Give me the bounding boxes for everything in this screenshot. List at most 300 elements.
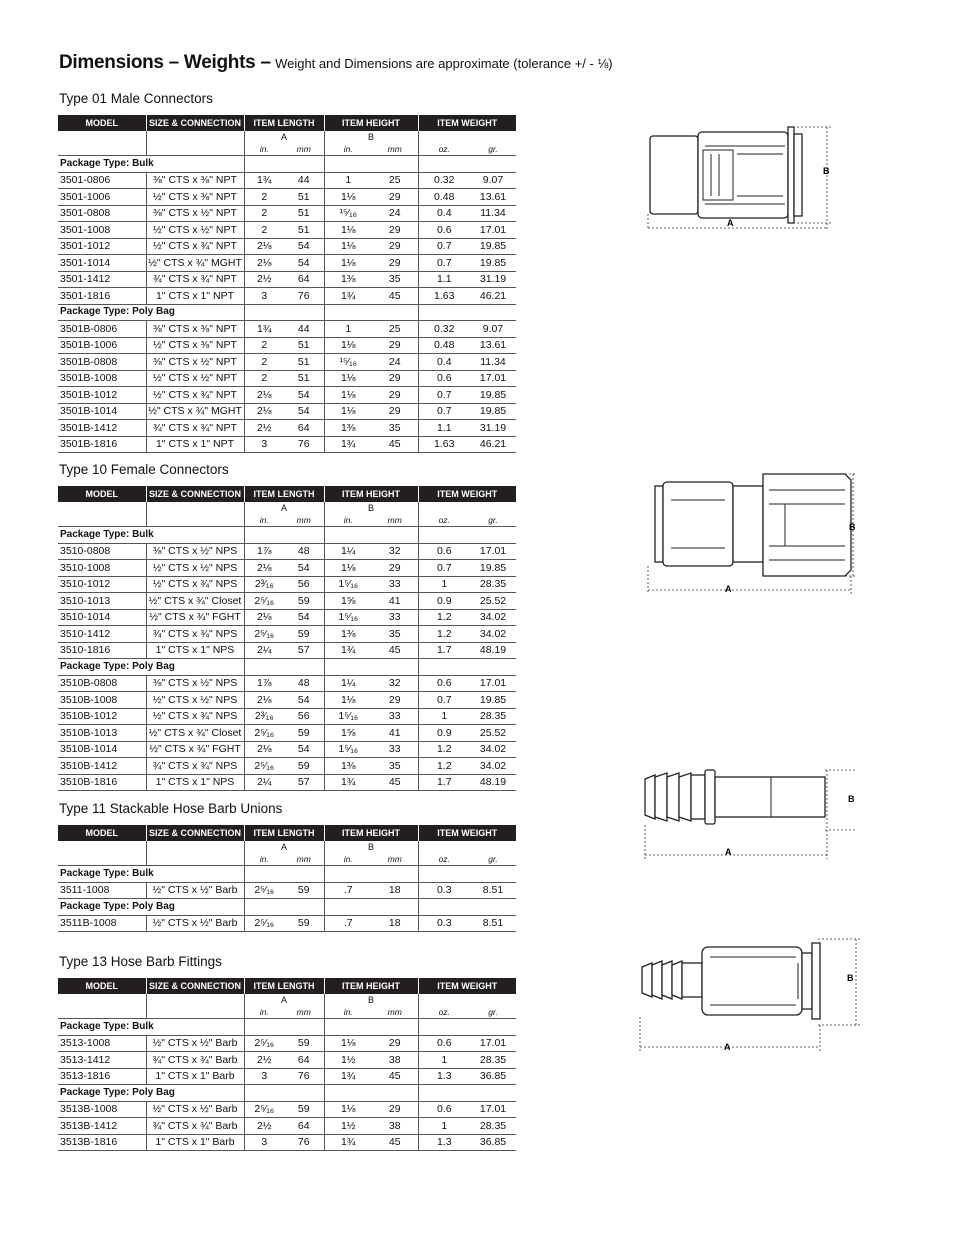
table-row <box>58 337 516 354</box>
unit-in: in. <box>324 853 372 866</box>
length-in-cell: 2½ <box>244 1118 284 1135</box>
length-in-cell: 2 <box>244 370 284 387</box>
blank <box>418 994 516 1006</box>
length-dim-label: A <box>244 994 324 1006</box>
package-type-label: Package Type: Bulk <box>58 866 244 883</box>
length-in-cell: 2⁵⁄₁₆ <box>244 758 284 775</box>
length-mm-cell: 51 <box>284 354 324 371</box>
length-mm-cell: 51 <box>284 222 324 239</box>
size-cell: ½" CTS x ½" NPT <box>146 222 244 239</box>
length-mm-cell: 59 <box>284 758 324 775</box>
dim-b-label: B <box>847 973 854 983</box>
unit-in: in. <box>244 514 284 527</box>
length-in-cell: 1⅞ <box>244 675 284 692</box>
height-mm-cell: 45 <box>372 1134 418 1151</box>
weight-gr-cell: 31.19 <box>470 420 516 437</box>
table-row <box>58 560 516 577</box>
blank <box>324 866 418 883</box>
weight-oz-cell: 0.6 <box>418 1101 470 1118</box>
length-in-cell: 2 <box>244 189 284 206</box>
dim-a-label: A <box>725 847 732 857</box>
height-mm-cell: 38 <box>372 1118 418 1135</box>
model-cell: 3510B-1008 <box>58 692 146 709</box>
height-mm-cell: 33 <box>372 609 418 626</box>
height-mm-cell: 29 <box>372 1101 418 1118</box>
section-title: Type 10 Female Connectors <box>59 462 229 477</box>
unit-in: in. <box>244 853 284 866</box>
weight-oz-cell: 0.7 <box>418 387 470 404</box>
height-in-cell: 1⅝ <box>324 725 372 742</box>
table-row <box>58 741 516 758</box>
unit-mm: mm <box>284 1006 324 1019</box>
weight-oz-cell: 1.1 <box>418 271 470 288</box>
length-mm-cell: 57 <box>284 774 324 791</box>
height-in-cell: 1⅛ <box>324 238 372 255</box>
col-length: ITEM LENGTH <box>244 486 324 502</box>
blank <box>418 304 516 321</box>
height-in-cell: 1⅛ <box>324 560 372 577</box>
col-length: ITEM LENGTH <box>244 115 324 131</box>
height-mm-cell: 25 <box>372 321 418 338</box>
length-in-cell: 2⁵⁄₁₆ <box>244 725 284 742</box>
model-cell: 3513B-1412 <box>58 1118 146 1135</box>
height-in-cell: 1⅛ <box>324 370 372 387</box>
blank <box>146 994 244 1006</box>
title-main: Dimensions – Weights – <box>59 52 271 73</box>
col-height: ITEM HEIGHT <box>324 115 418 131</box>
height-in-cell: 1⅜ <box>324 420 372 437</box>
table-row <box>58 626 516 643</box>
size-cell: ½" CTS x ¾" MGHT <box>146 403 244 420</box>
weight-oz-cell: 0.7 <box>418 238 470 255</box>
height-dim-label: B <box>324 994 418 1006</box>
blank <box>58 853 146 866</box>
table-row <box>58 403 516 420</box>
height-mm-cell: 35 <box>372 626 418 643</box>
length-mm-cell: 56 <box>284 576 324 593</box>
height-mm-cell: 32 <box>372 675 418 692</box>
height-mm-cell: 33 <box>372 708 418 725</box>
height-mm-cell: 45 <box>372 1068 418 1085</box>
weight-gr-cell: 13.61 <box>470 337 516 354</box>
weight-oz-cell: 0.7 <box>418 403 470 420</box>
unit-in: in. <box>244 143 284 156</box>
unit-in: in. <box>324 143 372 156</box>
length-mm-cell: 48 <box>284 675 324 692</box>
height-mm-cell: 18 <box>372 882 418 899</box>
table-row <box>58 708 516 725</box>
length-mm-cell: 64 <box>284 1052 324 1069</box>
length-mm-cell: 51 <box>284 337 324 354</box>
weight-oz-cell: 1.63 <box>418 288 470 305</box>
weight-gr-cell: 19.85 <box>470 238 516 255</box>
col-model: MODEL <box>58 825 146 841</box>
table-row <box>58 915 516 932</box>
height-in-cell: 1½ <box>324 1118 372 1135</box>
length-dim-label: A <box>244 131 324 143</box>
length-dim-label: A <box>244 502 324 514</box>
units-row <box>58 143 516 156</box>
blank <box>146 131 244 143</box>
size-cell: ¾" CTS x ¾" NPT <box>146 420 244 437</box>
blank <box>146 841 244 853</box>
dim-b-label: B <box>823 166 830 176</box>
size-cell: ⅜" CTS x ½" NPS <box>146 543 244 560</box>
length-mm-cell: 54 <box>284 609 324 626</box>
length-mm-cell: 51 <box>284 205 324 222</box>
weight-gr-cell: 9.07 <box>470 321 516 338</box>
weight-oz-cell: 1 <box>418 708 470 725</box>
length-mm-cell: 64 <box>284 1118 324 1135</box>
weight-gr-cell: 34.02 <box>470 626 516 643</box>
model-cell: 3501B-1006 <box>58 337 146 354</box>
table-row <box>58 1052 516 1069</box>
weight-gr-cell: 19.85 <box>470 692 516 709</box>
size-cell: ½" CTS x ⅜" NPT <box>146 337 244 354</box>
model-cell: 3511B-1008 <box>58 915 146 932</box>
unit-mm: mm <box>284 853 324 866</box>
height-in-cell: 1⅜ <box>324 758 372 775</box>
size-cell: ¾" CTS x ¾" NPT <box>146 271 244 288</box>
package-type-label: Package Type: Bulk <box>58 156 244 173</box>
length-in-cell: 2⅛ <box>244 238 284 255</box>
model-cell: 3501-0806 <box>58 172 146 189</box>
model-cell: 3510B-1012 <box>58 708 146 725</box>
col-model: MODEL <box>58 978 146 994</box>
col-size: SIZE & CONNECTION <box>146 825 244 841</box>
model-cell: 3510B-1013 <box>58 725 146 742</box>
length-in-cell: 2½ <box>244 1052 284 1069</box>
blank <box>244 1085 324 1102</box>
weight-oz-cell: 1 <box>418 576 470 593</box>
height-mm-cell: 29 <box>372 222 418 239</box>
size-cell: ½" CTS x ½" Barb <box>146 882 244 899</box>
weight-oz-cell: 0.32 <box>418 172 470 189</box>
size-cell: ⅜" CTS x ⅜" NPT <box>146 172 244 189</box>
weight-oz-cell: 0.3 <box>418 915 470 932</box>
col-height: ITEM HEIGHT <box>324 978 418 994</box>
height-dim-label: B <box>324 502 418 514</box>
table-row <box>58 543 516 560</box>
model-cell: 3501B-1012 <box>58 387 146 404</box>
unit-mm: mm <box>372 514 418 527</box>
package-type-label: Package Type: Bulk <box>58 527 244 544</box>
height-mm-cell: 29 <box>372 370 418 387</box>
weight-oz-cell: 0.4 <box>418 205 470 222</box>
model-cell: 3501B-1008 <box>58 370 146 387</box>
unit-oz: oz. <box>418 853 470 866</box>
model-cell: 3501B-1412 <box>58 420 146 437</box>
model-cell: 3501-1412 <box>58 271 146 288</box>
blank <box>324 659 418 676</box>
table-row <box>58 576 516 593</box>
dim-b-label: B <box>849 522 856 532</box>
weight-gr-cell: 28.35 <box>470 576 516 593</box>
dim-b-label: B <box>848 794 855 804</box>
length-in-cell: 2³⁄₁₆ <box>244 708 284 725</box>
model-cell: 3501-1012 <box>58 238 146 255</box>
length-mm-cell: 59 <box>284 593 324 610</box>
height-in-cell: 1 <box>324 172 372 189</box>
header-row <box>58 825 516 841</box>
package-type-row <box>58 899 516 916</box>
size-cell: ⅜" CTS x ½" NPT <box>146 354 244 371</box>
model-cell: 3510B-1816 <box>58 774 146 791</box>
table-row <box>58 774 516 791</box>
blank <box>324 1085 418 1102</box>
length-mm-cell: 59 <box>284 1101 324 1118</box>
table-row <box>58 172 516 189</box>
height-in-cell: 1⅛ <box>324 337 372 354</box>
model-cell: 3510-1816 <box>58 642 146 659</box>
length-mm-cell: 54 <box>284 238 324 255</box>
size-cell: 1" CTS x 1" NPT <box>146 436 244 453</box>
unit-gr: gr. <box>470 853 516 866</box>
male-connector-drawing <box>645 124 845 229</box>
blank <box>418 866 516 883</box>
weight-oz-cell: 1.2 <box>418 741 470 758</box>
weight-oz-cell: 1.3 <box>418 1068 470 1085</box>
model-cell: 3513B-1008 <box>58 1101 146 1118</box>
weight-gr-cell: 17.01 <box>470 1101 516 1118</box>
length-in-cell: 2⁵⁄₁₆ <box>244 626 284 643</box>
height-mm-cell: 45 <box>372 642 418 659</box>
unit-oz: oz. <box>418 514 470 527</box>
subheader-row <box>58 994 516 1006</box>
length-in-cell: 2⁵⁄₁₆ <box>244 1101 284 1118</box>
weight-gr-cell: 17.01 <box>470 675 516 692</box>
weight-oz-cell: 1.2 <box>418 758 470 775</box>
table-row <box>58 758 516 775</box>
height-mm-cell: 24 <box>372 205 418 222</box>
col-length: ITEM LENGTH <box>244 978 324 994</box>
height-in-cell: 1⁵⁄₁₆ <box>324 708 372 725</box>
weight-gr-cell: 13.61 <box>470 189 516 206</box>
height-mm-cell: 33 <box>372 576 418 593</box>
weight-gr-cell: 17.01 <box>470 543 516 560</box>
height-in-cell: 1¾ <box>324 642 372 659</box>
table-row <box>58 288 516 305</box>
weight-oz-cell: 0.9 <box>418 593 470 610</box>
col-weight: ITEM WEIGHT <box>418 825 516 841</box>
weight-oz-cell: 0.7 <box>418 560 470 577</box>
dim-a-label: A <box>725 584 732 594</box>
weight-gr-cell: 31.19 <box>470 271 516 288</box>
model-cell: 3501-1006 <box>58 189 146 206</box>
model-cell: 3501-1008 <box>58 222 146 239</box>
length-mm-cell: 76 <box>284 288 324 305</box>
table-row <box>58 420 516 437</box>
blank <box>418 156 516 173</box>
size-cell: ¾" CTS x ¾" Barb <box>146 1118 244 1135</box>
length-in-cell: 2⅛ <box>244 692 284 709</box>
weight-gr-cell: 46.21 <box>470 436 516 453</box>
blank <box>324 304 418 321</box>
table-row <box>58 370 516 387</box>
col-size: SIZE & CONNECTION <box>146 486 244 502</box>
size-cell: ½" CTS x ¾" Closet <box>146 593 244 610</box>
height-mm-cell: 18 <box>372 915 418 932</box>
model-cell: 3510-1013 <box>58 593 146 610</box>
model-cell: 3510B-1014 <box>58 741 146 758</box>
table-row <box>58 321 516 338</box>
height-mm-cell: 33 <box>372 741 418 758</box>
height-in-cell: 1⅛ <box>324 692 372 709</box>
weight-gr-cell: 8.51 <box>470 915 516 932</box>
length-mm-cell: 54 <box>284 692 324 709</box>
weight-gr-cell: 28.35 <box>470 708 516 725</box>
height-mm-cell: 29 <box>372 255 418 272</box>
length-in-cell: 2⅛ <box>244 741 284 758</box>
table-row <box>58 1101 516 1118</box>
title-subtitle: Weight and Dimensions are approximate (tolerance +/ - ⅛) <box>275 56 613 71</box>
package-type-row <box>58 866 516 883</box>
length-in-cell: 2⅛ <box>244 403 284 420</box>
length-mm-cell: 54 <box>284 387 324 404</box>
size-cell: ½" CTS x ¾" MGHT <box>146 255 244 272</box>
height-mm-cell: 25 <box>372 172 418 189</box>
weight-gr-cell: 48.19 <box>470 774 516 791</box>
model-cell: 3501B-1816 <box>58 436 146 453</box>
units-row <box>58 514 516 527</box>
col-model: MODEL <box>58 115 146 131</box>
height-mm-cell: 24 <box>372 354 418 371</box>
size-cell: ½" CTS x ¾" NPS <box>146 576 244 593</box>
table-row <box>58 205 516 222</box>
height-mm-cell: 29 <box>372 238 418 255</box>
height-in-cell: ¹⁵⁄₁₆ <box>324 354 372 371</box>
table-row <box>58 189 516 206</box>
height-in-cell: 1¾ <box>324 1134 372 1151</box>
model-cell: 3511-1008 <box>58 882 146 899</box>
model-cell: 3501-1014 <box>58 255 146 272</box>
height-in-cell: 1⅛ <box>324 403 372 420</box>
col-size: SIZE & CONNECTION <box>146 115 244 131</box>
weight-oz-cell: 0.3 <box>418 882 470 899</box>
length-mm-cell: 76 <box>284 436 324 453</box>
units-row <box>58 853 516 866</box>
length-in-cell: 2⅛ <box>244 255 284 272</box>
blank <box>58 143 146 156</box>
length-in-cell: 3 <box>244 288 284 305</box>
weight-gr-cell: 19.85 <box>470 403 516 420</box>
height-in-cell: 1¾ <box>324 288 372 305</box>
model-cell: 3513-1412 <box>58 1052 146 1069</box>
height-mm-cell: 29 <box>372 403 418 420</box>
table-row <box>58 222 516 239</box>
length-mm-cell: 64 <box>284 420 324 437</box>
col-weight: ITEM WEIGHT <box>418 486 516 502</box>
height-in-cell: 1¾ <box>324 436 372 453</box>
height-in-cell: .7 <box>324 882 372 899</box>
blank <box>146 1006 244 1019</box>
model-cell: 3501-0808 <box>58 205 146 222</box>
height-mm-cell: 29 <box>372 692 418 709</box>
height-mm-cell: 35 <box>372 271 418 288</box>
table-row <box>58 1134 516 1151</box>
table-row <box>58 675 516 692</box>
subheader-row <box>58 841 516 853</box>
weight-gr-cell: 11.34 <box>470 354 516 371</box>
table-row <box>58 238 516 255</box>
size-cell: ½" CTS x ¾" FGHT <box>146 741 244 758</box>
spec-table <box>58 978 516 1151</box>
blank <box>244 659 324 676</box>
size-cell: ½" CTS x ½" Barb <box>146 1101 244 1118</box>
blank <box>146 502 244 514</box>
height-mm-cell: 45 <box>372 774 418 791</box>
table-row <box>58 725 516 742</box>
height-mm-cell: 35 <box>372 420 418 437</box>
length-mm-cell: 48 <box>284 543 324 560</box>
package-type-label: Package Type: Poly Bag <box>58 659 244 676</box>
weight-gr-cell: 25.52 <box>470 593 516 610</box>
weight-oz-cell: 0.6 <box>418 675 470 692</box>
model-cell: 3513-1816 <box>58 1068 146 1085</box>
weight-gr-cell: 34.02 <box>470 758 516 775</box>
section-title: Type 01 Male Connectors <box>59 91 213 106</box>
table-row <box>58 255 516 272</box>
col-height: ITEM HEIGHT <box>324 486 418 502</box>
weight-gr-cell: 19.85 <box>470 387 516 404</box>
blank <box>58 1006 146 1019</box>
weight-gr-cell: 17.01 <box>470 370 516 387</box>
size-cell: ¾" CTS x ¾" NPS <box>146 758 244 775</box>
length-in-cell: 2⅛ <box>244 387 284 404</box>
blank <box>58 994 146 1006</box>
height-mm-cell: 29 <box>372 387 418 404</box>
weight-oz-cell: 1.3 <box>418 1134 470 1151</box>
package-type-label: Package Type: Poly Bag <box>58 899 244 916</box>
weight-oz-cell: 1.7 <box>418 642 470 659</box>
length-mm-cell: 76 <box>284 1134 324 1151</box>
height-in-cell: 1¼ <box>324 543 372 560</box>
weight-gr-cell: 9.07 <box>470 172 516 189</box>
weight-oz-cell: 1.2 <box>418 626 470 643</box>
package-type-row <box>58 1085 516 1102</box>
length-in-cell: 1¾ <box>244 321 284 338</box>
model-cell: 3510B-1412 <box>58 758 146 775</box>
height-in-cell: 1⅝ <box>324 593 372 610</box>
unit-oz: oz. <box>418 143 470 156</box>
length-in-cell: 1⅞ <box>244 543 284 560</box>
model-cell: 3510B-0808 <box>58 675 146 692</box>
size-cell: ¾" CTS x ¾" Barb <box>146 1052 244 1069</box>
table-row <box>58 609 516 626</box>
weight-gr-cell: 19.85 <box>470 255 516 272</box>
length-mm-cell: 59 <box>284 915 324 932</box>
length-mm-cell: 54 <box>284 403 324 420</box>
weight-oz-cell: 0.32 <box>418 321 470 338</box>
unit-mm: mm <box>372 853 418 866</box>
weight-gr-cell: 28.35 <box>470 1118 516 1135</box>
weight-gr-cell: 17.01 <box>470 222 516 239</box>
package-type-row <box>58 156 516 173</box>
height-in-cell: 1⅛ <box>324 189 372 206</box>
length-dim-label: A <box>244 841 324 853</box>
size-cell: ⅜" CTS x ½" NPT <box>146 205 244 222</box>
height-in-cell: ¹⁵⁄₁₆ <box>324 205 372 222</box>
header-row <box>58 115 516 131</box>
female-connector-drawing <box>645 470 865 600</box>
height-in-cell: 1⅛ <box>324 255 372 272</box>
blank <box>418 841 516 853</box>
package-type-label: Package Type: Poly Bag <box>58 304 244 321</box>
blank <box>418 1085 516 1102</box>
height-in-cell: 1⅛ <box>324 222 372 239</box>
col-weight: ITEM WEIGHT <box>418 115 516 131</box>
model-cell: 3501-1816 <box>58 288 146 305</box>
